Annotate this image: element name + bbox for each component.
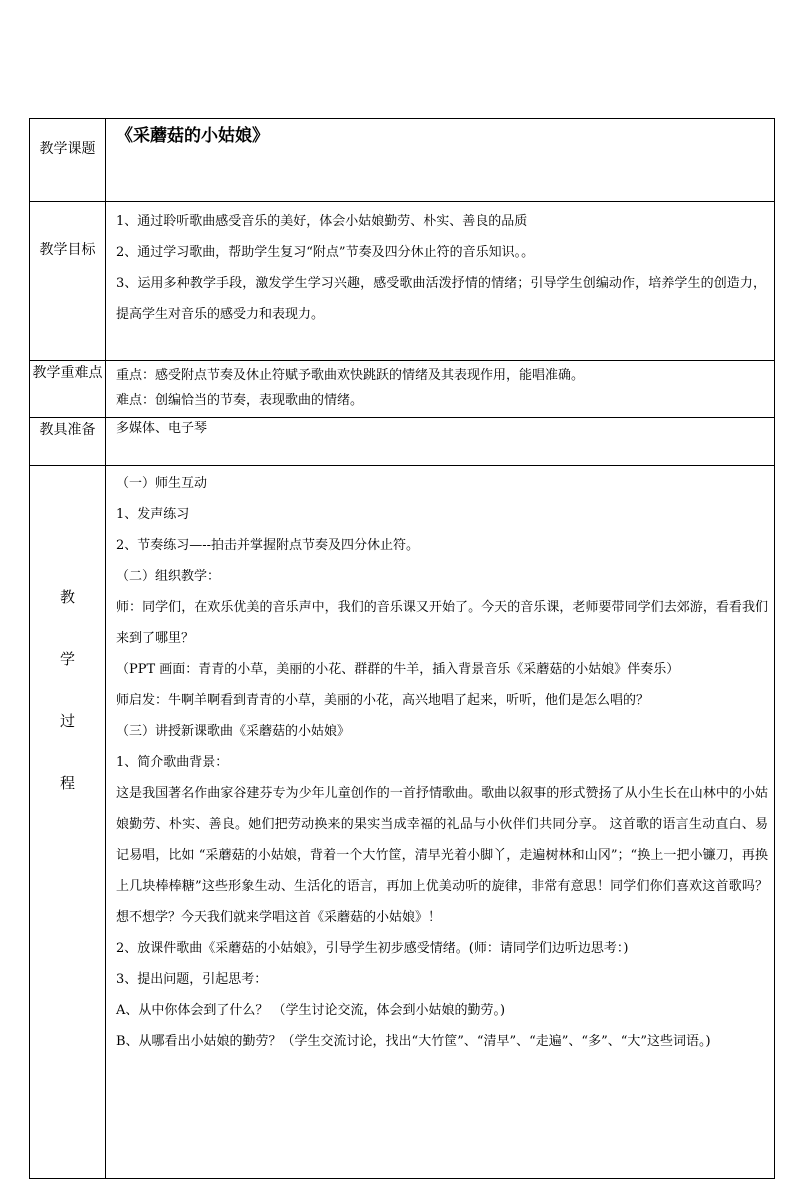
teaching-process-label [30,466,106,1179]
process-line: （三）讲授新课歌曲《采蘑菇的小姑娘》 [116,724,351,739]
lesson-title: 《采蘑菇的小姑娘》 [106,119,775,202]
process-line: 师：同学们，在欢乐优美的音乐声中，我们的音乐课又开始了。今天的音乐课，老师要带同学们去郊游，看看我们来到了哪里？ [116,600,768,646]
process-label-char: 学 [59,650,75,668]
row-teaching-goals [30,202,775,361]
key-point-item: 难点：创编恰当的节奏，表现歌曲的情绪。 [116,393,364,408]
process-line: B、从哪看出小姑娘的勤劳？（学生交流讨论，找出“大竹筐”、“清早”、“走遍”、“多”、“大”这些词语。) [116,1034,711,1049]
process-line: 1、发声练习 [116,507,190,522]
process-line: 师启发：牛啊羊啊看到青青的小草，美丽的小花，高兴地唱了起来，听听，他们是怎么唱的？ [116,693,650,708]
process-line: （PPT 画面：青青的小草，美丽的小花、群群的牛羊，插入背景音乐《采蘑菇的小姑娘》伴奏乐） [116,662,680,677]
process-line: 1、简介歌曲背景： [116,755,229,770]
goal-item: 3、运用多种教学手段，激发学生学习兴趣，感受歌曲活泼抒情的情绪；引导学生创编动作，培养学生的创造力，提高学生对音乐的感受力和表现力。 [116,276,766,322]
row-lesson-title [30,119,775,202]
key-point-item: 重点：感受附点节奏及休止符赋予歌曲欢快跳跃的情绪及其表现作用，能唱准确。 [116,368,585,383]
teaching-goals [106,202,775,361]
process-line: 这是我国著名作曲家谷建芬专为少年儿童创作的一首抒情歌曲。歌曲以叙事的形式赞扬了从小生长在山林中的小姑娘勤劳、朴实、善良。她们把劳动换来的果实当成幸福的礼品与小伙伴们共同分享。 这首歌的语言生动直白、易记易唱，比如 “采蘑菇的小姑娘，背着一个大竹筐，清早光着小脚丫，走遍树林和山冈”；“换上一把小镰刀，再换上几块棒棒糖”这些形象生动、生活化的语言，再加上优美动听的旋律，非常有意思！同学们你们喜欢这首歌吗？想不想学？今天我们就来学唱这首《采蘑菇的小姑娘》！ [116,786,768,925]
process-line: 3、提出问题，引起思考： [116,972,268,987]
goal-item: 1、通过聆听歌曲感受音乐的美好，体会小姑娘勤劳、朴实、善良的品质 [116,214,528,229]
process-line: A、从中你体会到了什么？ （学生讨论交流，体会到小姑娘的勤劳。) [116,1003,506,1018]
lesson-title-label: 教学课题 [30,119,106,202]
process-label-char: 过 [59,712,75,730]
process-line: 2、放课件歌曲《采蘑菇的小姑娘》，引导学生初步感受情绪。(师：请同学们边听边思考：) [116,941,629,956]
teaching-tools-label: 教具准备 [30,418,106,466]
row-teaching-process [30,466,775,1179]
row-teaching-tools [30,418,775,466]
process-line: 2、节奏练习—--拍击并掌握附点节奏及四分休止符。 [116,538,420,553]
key-points-label: 教学重难点 [30,361,106,418]
teaching-process [106,466,775,1179]
teaching-tools: 多媒体、电子琴 [106,418,775,466]
process-line: （一）师生互动 [116,476,208,491]
lesson-plan-table [29,118,775,1179]
process-line: （二）组织教学： [116,569,221,584]
key-points [106,361,775,418]
teaching-goals-label: 教学目标 [30,202,106,361]
row-key-points [30,361,775,418]
process-label-char: 程 [59,774,75,792]
goal-item: 2、通过学习歌曲，帮助学生复习“附点”节奏及四分休止符的音乐知识。。 [116,245,535,260]
process-label-char: 教 [59,588,75,606]
lesson-plan-page [29,118,775,1179]
